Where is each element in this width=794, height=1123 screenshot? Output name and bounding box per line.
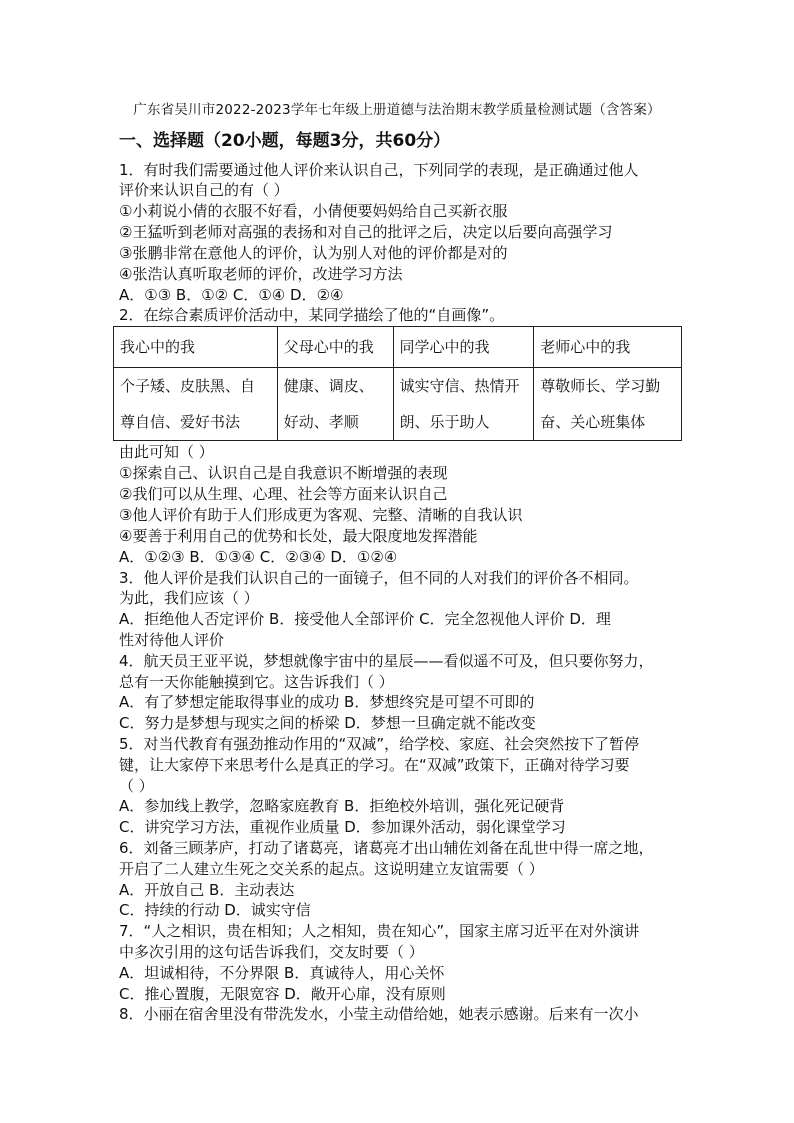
- q3-choices-line1: A．拒绝他人否定评价 B．接受他人全部评价 C．完全忽视他人评价 D．理: [119, 610, 611, 628]
- table-cell-line: 尊自信、爱好书法: [120, 413, 241, 431]
- q5-choices-line1: A．参加线上教学，忽略家庭教育 B．拒绝校外培训，强化死记硬背: [119, 797, 565, 815]
- table-cell: [534, 368, 682, 441]
- q4-choices-line1: A．有了梦想定能取得事业的成功 B．梦想终究是可望不可即的: [119, 693, 535, 711]
- table-cell-line: 好动、孝顺: [283, 413, 359, 431]
- table-cell-line: 奋、关心班集体: [540, 413, 646, 431]
- q5-stem-line2: 键，让大家停下来思考什么是真正的学习。在“双减”政策下，正确对待学习要: [119, 756, 630, 774]
- q6-choices-line2: C．持续的行动 D．诚实守信: [119, 901, 311, 919]
- table-cell-line: 个子矮、皮肤黑、自: [120, 377, 256, 395]
- table-header-cell: 同学心中的我: [393, 327, 534, 368]
- table-cell: [393, 368, 534, 441]
- table-header-cell: 老师心中的我: [534, 327, 682, 368]
- q3-stem-line1: 3．他人评价是我们认识自己的一面镜子，但不同的人对我们的评价各不相同。: [119, 569, 639, 587]
- self-portrait-table: [113, 326, 682, 441]
- table-cell: [277, 368, 393, 441]
- table-header-cell: 父母心中的我: [277, 327, 393, 368]
- q4-stem-line2: 总有一天你能触摸到它。这告诉我们（ ）: [119, 673, 394, 691]
- table-cell-line: 健康、调皮、: [283, 377, 374, 395]
- table-row: [114, 368, 682, 441]
- table-cell-line: 朗、乐于助人: [399, 413, 490, 431]
- q5-stem-line1: 5．对当代教育有强劲推动作用的“双减”，给学校、家庭、社会突然按下了暂停: [119, 735, 640, 753]
- q6-stem-line2: 开启了二人建立生死之交关系的起点。这说明建立友谊需要（ ）: [119, 860, 544, 878]
- q2-option-1: ①探索自己、认识自己是自我意识不断增强的表现: [119, 464, 448, 482]
- q1-option-1: ①小莉说小倩的衣服不好看，小倩便要妈妈给自己买新衣服: [119, 202, 508, 220]
- q2-after-table: 由此可知（ ）: [119, 443, 214, 461]
- q3-choices-line2: 性对待他人评价: [119, 631, 225, 649]
- q1-choices: A．①③ B．①② C．①④ D．②④: [119, 286, 344, 304]
- q1-stem-line2: 评价来认识自己的有（ ）: [119, 181, 289, 199]
- table-cell: [114, 368, 278, 441]
- document-title: 广东省吴川市2022-2023学年七年级上册道德与法治期末教学质量检测试题（含答案）: [133, 102, 661, 118]
- table-cell-line: 尊敬师长、学习勤: [540, 377, 661, 395]
- q4-stem-line1: 4．航天员王亚平说，梦想就像宇宙中的星辰——看似遥不可及，但只要你努力，: [119, 652, 654, 670]
- table-header-row: [114, 327, 682, 368]
- q1-option-2: ②王猛听到老师对高强的表扬和对自己的批评之后，决定以后要向高强学习: [119, 223, 613, 241]
- q2-stem: 2．在综合素质评价活动中，某同学描绘了他的“自画像”。: [119, 306, 505, 324]
- q1-option-4: ④张浩认真听取老师的评价，改进学习方法: [119, 265, 403, 283]
- q5-choices-line2: C．讲究学习方法，重视作业质量 D．参加课外活动，弱化课堂学习: [119, 818, 566, 836]
- q2-option-4: ④要善于利用自己的优势和长处，最大限度地发挥潜能: [119, 527, 478, 545]
- q1-stem-line1: 1．有时我们需要通过他人评价来认识自己，下列同学的表现，是正确通过他人: [119, 161, 639, 179]
- q2-option-2: ②我们可以从生理、心理、社会等方面来认识自己: [119, 485, 448, 503]
- q4-choices-line2: C．努力是梦想与现实之间的桥梁 D．梦想一旦确定就不能改变: [119, 714, 536, 732]
- section-heading: 一、选择题（20小题，每题3分，共60分）: [119, 131, 451, 151]
- q5-stem-line3: （ ）: [119, 777, 154, 795]
- q7-stem-line2: 中多次引用的这句话告诉我们，交友时要（ ）: [119, 943, 424, 961]
- q6-stem-line1: 6．刘备三顾茅庐，打动了诸葛亮，诸葛亮才出山辅佐刘备在乱世中得一席之地，: [119, 839, 654, 857]
- q2-option-3: ③他人评价有助于人们形成更为客观、完整、清晰的自我认识: [119, 506, 523, 524]
- table-cell-line: 诚实守信、热情开: [399, 377, 520, 395]
- q2-choices: A．①②③ B．①③④ C．②③④ D．①②④: [119, 548, 398, 566]
- q1-option-3: ③张鹏非常在意他人的评价，认为别人对他的评价都是对的: [119, 244, 508, 262]
- table-header-cell: 我心中的我: [114, 327, 278, 368]
- q7-choices-line2: C．推心置腹，无限宽容 D．敞开心扉，没有原则: [119, 985, 446, 1003]
- q3-stem-line2: 为此，我们应该（ ）: [119, 589, 259, 607]
- q7-choices-line1: A．坦诚相待，不分界限 B．真诚待人，用心关怀: [119, 964, 445, 982]
- q7-stem-line1: 7．“人之相识，贵在相知；人之相知，贵在知心”，国家主席习近平在对外演讲: [119, 922, 640, 940]
- q6-choices-line1: A．开放自己 B．主动表达: [119, 881, 295, 899]
- q8-stem-line1: 8．小丽在宿舍里没有带洗发水，小莹主动借给她，她表示感谢。后来有一次小: [119, 1005, 639, 1023]
